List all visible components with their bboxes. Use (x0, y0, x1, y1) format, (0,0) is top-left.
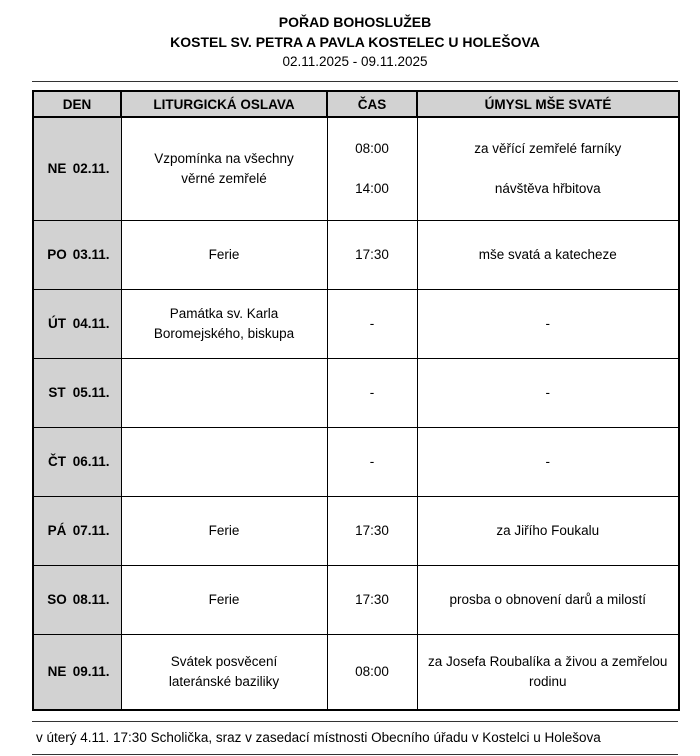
feast-text: Svátek posvěcení lateránské baziliky (168, 654, 280, 689)
time-cell: 08:00 (327, 635, 417, 711)
time-cell: 17:30 (327, 497, 417, 566)
feast-cell (121, 221, 327, 290)
table-row (33, 497, 679, 566)
day-abbr: SO (47, 592, 67, 608)
column-header-den: DEN (33, 91, 121, 117)
day-date: 04.11. (72, 316, 110, 332)
intention-cell (417, 566, 679, 635)
day-date: 02.11. (72, 161, 110, 177)
feast-cell (121, 497, 327, 566)
table-header-row (33, 91, 679, 117)
intention-text: - (545, 385, 550, 401)
table-row (33, 566, 679, 635)
day-cell (33, 428, 121, 497)
time-cell: 17:30 (327, 566, 417, 635)
intention-text: prosba o obnovení darů a milostí (449, 592, 647, 608)
day-cell (33, 566, 121, 635)
intention-text: mše svatá a katecheze (478, 247, 617, 263)
day-date: 09.11. (72, 664, 110, 680)
intention-cell (417, 497, 679, 566)
intention-text: za věřící zemřelé farníky (474, 141, 622, 157)
day-abbr: PO (47, 247, 67, 263)
date-range: 02.11.2025 - 09.11.2025 (282, 54, 428, 69)
feast-text: Ferie (208, 247, 240, 263)
feast-text: Ferie (208, 523, 240, 539)
day-date: 05.11. (72, 385, 110, 401)
day-date: 08.11. (72, 592, 110, 608)
feast-text: Památka sv. Karla Boromejského, biskupa (153, 306, 295, 341)
time-text: 14:00 (355, 181, 389, 196)
table-row (33, 635, 679, 711)
day-cell (33, 635, 121, 711)
feast-text: Vzpomínka na všechny věrné zemřelé (154, 151, 294, 186)
day-date: 07.11. (72, 523, 110, 539)
intention-cell (417, 117, 679, 221)
intention-text: za Josefa Roubalíka a živou a zemřelou rodinu (428, 654, 668, 689)
feast-cell (121, 566, 327, 635)
day-cell (33, 117, 121, 221)
page-subtitle: KOSTEL SV. PETRA A PAVLA KOSTELEC U HOLEŠOVA (170, 34, 540, 50)
day-abbr: NE (47, 664, 67, 680)
intention-cell (417, 635, 679, 711)
intention-cell (417, 428, 679, 497)
intention-text: návštěva hřbitova (494, 181, 601, 196)
time-cell: 17:30 (327, 221, 417, 290)
time-cell (327, 117, 417, 221)
table-row (33, 428, 679, 497)
day-abbr: PÁ (47, 523, 67, 539)
feast-cell (121, 428, 327, 497)
day-abbr: NE (47, 161, 67, 177)
column-header-liturgicka-oslava: LITURGICKÁ OSLAVA (121, 91, 327, 117)
day-abbr: ÚT (47, 316, 66, 332)
day-date: 03.11. (72, 247, 110, 263)
day-cell (33, 221, 121, 290)
column-header-umysl: ÚMYSL MŠE SVATÉ (417, 91, 679, 117)
intention-text: za Jiřího Foukalu (496, 523, 600, 539)
intention-text: - (545, 316, 550, 332)
feast-cell (121, 117, 327, 221)
time-text: 08:00 (355, 141, 389, 157)
table-row (33, 290, 679, 359)
intention-cell (417, 221, 679, 290)
header-divider (32, 81, 678, 82)
feast-cell (121, 290, 327, 359)
feast-text: Ferie (208, 592, 240, 608)
column-header-cas: ČAS (327, 91, 417, 117)
day-cell (33, 290, 121, 359)
feast-cell (121, 359, 327, 428)
intention-text: - (545, 454, 550, 470)
schedule-table (32, 90, 680, 711)
footer-note (32, 721, 678, 755)
time-cell: - (327, 428, 417, 497)
day-cell (33, 359, 121, 428)
time-cell: - (327, 290, 417, 359)
table-row (33, 359, 679, 428)
day-abbr: ST (48, 385, 66, 401)
time-cell: - (327, 359, 417, 428)
day-abbr: ČT (47, 454, 66, 470)
intention-cell (417, 290, 679, 359)
table-row (33, 117, 679, 221)
feast-cell (121, 635, 327, 711)
day-date: 06.11. (72, 454, 110, 470)
intention-cell (417, 359, 679, 428)
footer-note-text: v úterý 4.11. 17:30 Scholička, sraz v zasedací místnosti Obecního úřadu v Kostelci u Holešova (36, 730, 601, 745)
day-cell (33, 497, 121, 566)
doc-header (32, 12, 678, 72)
page-title: POŘAD BOHOSLUŽEB (278, 14, 432, 30)
table-row (33, 221, 679, 290)
